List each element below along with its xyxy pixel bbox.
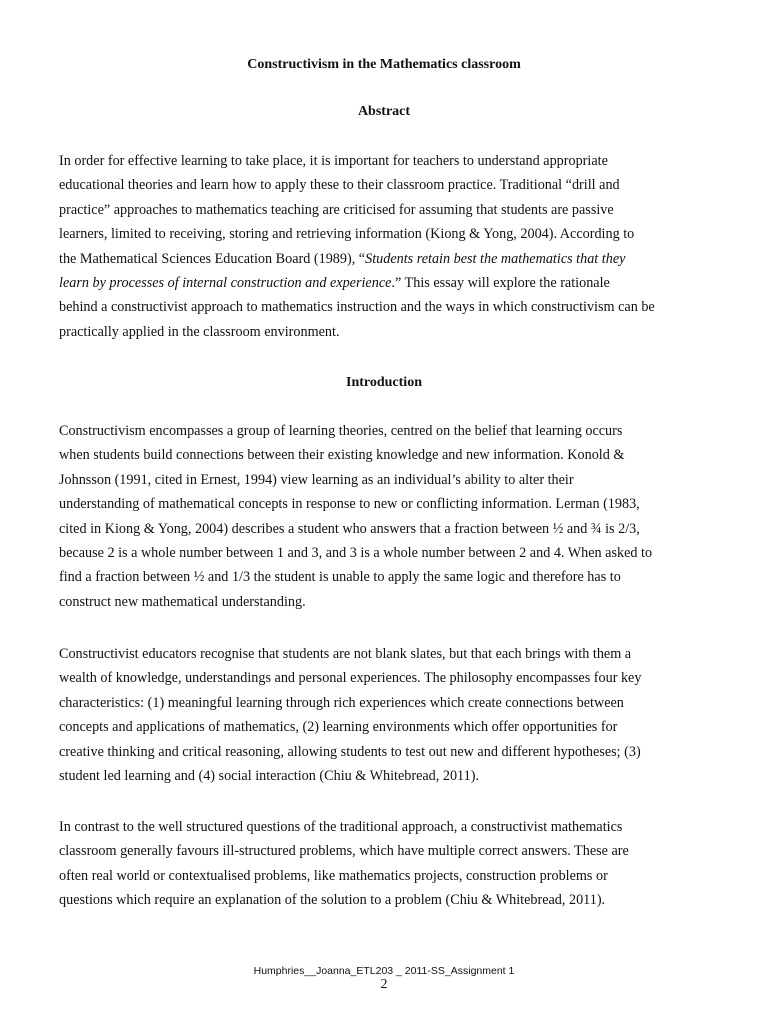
- paragraph-line: student led learning and (4) social interaction (Chiu & Whitebread, 2011).: [59, 767, 479, 784]
- paragraph-line: Johnsson (1991, cited in Ernest, 1994) view learning as an individual’s ability to alter their: [59, 471, 574, 488]
- abstract-line: learners, limited to receiving, storing and retrieving information (Kiong & Yong, 2004). According to: [59, 226, 635, 243]
- abstract-line: In order for effective learning to take place, it is important for teachers to understand appropriate: [59, 153, 608, 169]
- paragraph-line: cited in Kiong & Yong, 2004) describes a student who answers that a fraction between ½ and ¾ is 2/3,: [59, 520, 640, 537]
- abstract-paragraph: [59, 149, 719, 344]
- abstract-line: [59, 271, 719, 295]
- quote-italic: Students retain best the mathematics that they: [365, 250, 626, 267]
- paragraph-line: often real world or contextualised problems, like mathematics projects, construction problems or: [59, 867, 608, 884]
- introduction-paragraph-3: [59, 815, 719, 913]
- introduction-paragraph-2: [59, 642, 719, 788]
- abstract-line-text: the Mathematical Sciences Education Board (1989), “: [59, 250, 366, 267]
- document-title: Constructivism in the Mathematics classroom: [247, 57, 521, 72]
- paragraph-line: Constructivist educators recognise that students are not blank slates, but that each brings with them a: [59, 646, 632, 662]
- abstract-heading: Abstract: [357, 104, 411, 119]
- abstract-line-text: .” This essay will explore the rationale: [391, 274, 610, 291]
- abstract-line: educational theories and learn how to apply these to their classroom practice. Traditional “drill and: [59, 177, 620, 194]
- paragraph-line: concepts and applications of mathematics, (2) learning environments which offer opportunities for: [59, 719, 618, 736]
- abstract-line: practice” approaches to mathematics teaching are criticised for assuming that students are passive: [59, 201, 614, 218]
- paragraph-line: questions which require an explanation of the solution to a problem (Chiu & Whitebread, 2011).: [59, 892, 606, 909]
- paragraph-line: In contrast to the well structured questions of the traditional approach, a constructivist mathematics: [59, 819, 623, 835]
- paragraph-line: creative thinking and critical reasoning, allowing students to test out new and different hypotheses; (3): [59, 743, 641, 760]
- paragraph-line: because 2 is a whole number between 1 and 3, and 3 is a whole number between 2 and 4. When asked to: [59, 544, 653, 561]
- introduction-paragraph-1: [59, 419, 719, 614]
- abstract-line: [59, 247, 719, 271]
- introduction-heading: Introduction: [346, 375, 422, 390]
- paragraph-line: characteristics: (1) meaningful learning through rich experiences which create connections between: [59, 694, 624, 711]
- abstract-line: practically applied in the classroom environment.: [59, 323, 340, 340]
- paragraph-line: construct new mathematical understanding.: [59, 593, 306, 610]
- paragraph-line: Constructivism encompasses a group of learning theories, centred on the belief that learning occurs: [59, 423, 623, 439]
- paragraph-line: understanding of mathematical concepts in response to new or conflicting information. Lerman (1983,: [59, 496, 640, 513]
- quote-italic: learn by processes of internal construction and experience: [59, 274, 392, 291]
- abstract-line: behind a constructivist approach to mathematics instruction and the ways in which constructivism can be: [59, 299, 655, 316]
- paragraph-line: find a fraction between ½ and 1/3 the student is unable to apply the same logic and therefore has to: [59, 569, 621, 586]
- page-number: 2: [380, 977, 388, 992]
- paragraph-line: wealth of knowledge, understandings and personal experiences. The philosophy encompasses four key: [59, 670, 642, 687]
- page-footer: Humphries__Joanna_ETL203 _ 2011-SS_Assignment 1: [253, 965, 515, 977]
- paragraph-line: when students build connections between their existing knowledge and new information. Konold &: [59, 447, 625, 464]
- paragraph-line: classroom generally favours ill-structured problems, which have multiple correct answers. These are: [59, 843, 629, 860]
